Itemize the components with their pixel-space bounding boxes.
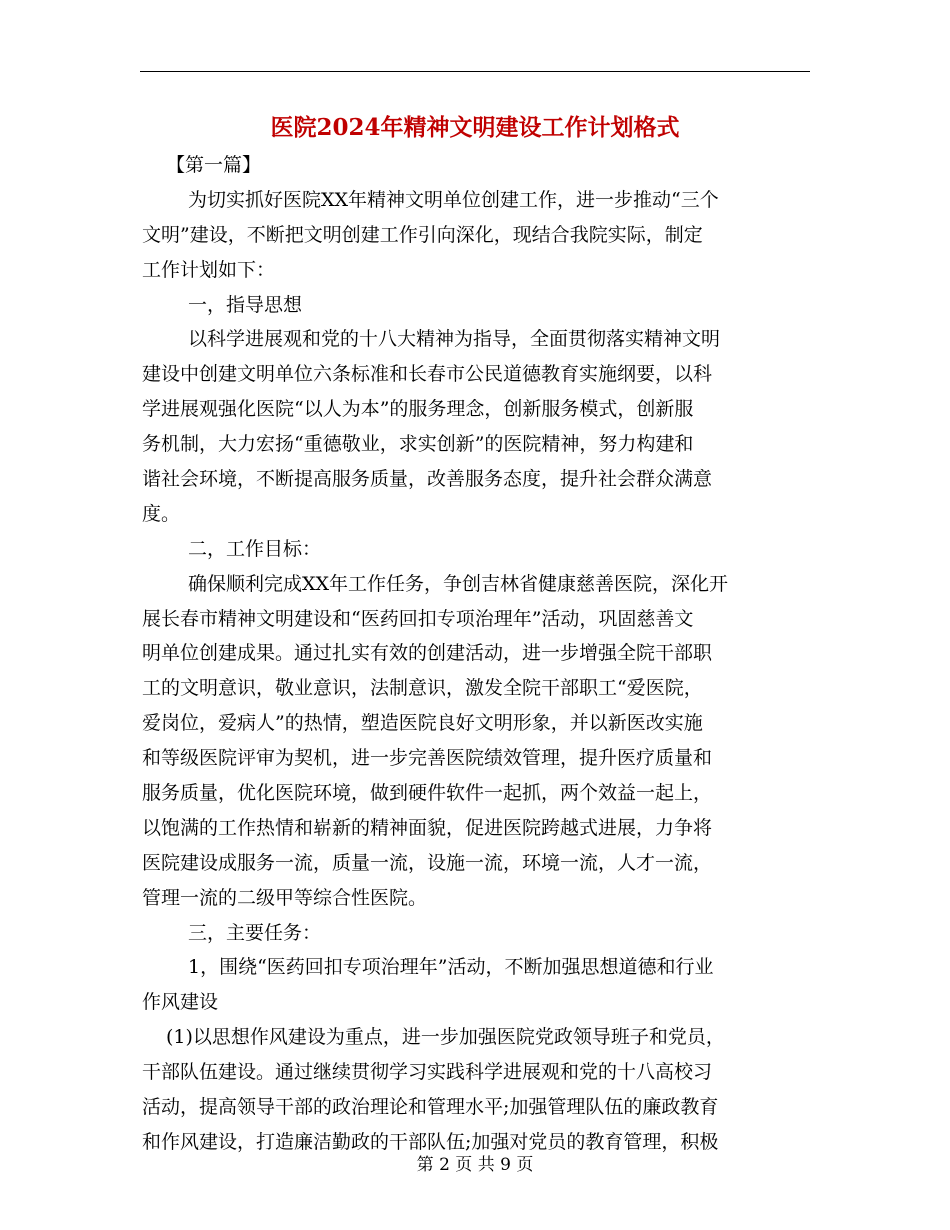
paragraph-line: 以科学进展观和党的十八大精神为指导，全面贯彻落实精神文明 <box>188 328 721 351</box>
paragraph-line: 和作风建设，打造廉洁勤政的干部队伍;加强对党员的教育管理，积极 <box>142 1130 719 1153</box>
section-heading: 一，指导思想 <box>188 293 303 316</box>
paragraph-line: 展长春市精神文明建设和“医药回扣专项治理年”活动，巩固慈善文 <box>142 607 694 630</box>
paragraph-line: 作风建设 <box>142 991 219 1014</box>
section-heading: 三，主要任务： <box>188 921 322 944</box>
section-heading: 【第一篇】 <box>166 154 262 176</box>
document-body <box>142 148 810 1160</box>
paragraph-line: 医院建设成服务一流，质量一流，设施一流，环境一流，人才一流， <box>142 851 713 874</box>
paragraph-line: 建设中创建文明单位六条标准和长春市公民道德教育实施纲要，以科 <box>142 363 713 386</box>
paragraph-line: 工的文明意识，敬业意识，法制意识，激发全院干部职工“爱医院， <box>142 677 703 700</box>
paragraph-line: 学进展观强化医院“以人为本”的服务理念，创新服务模式，创新服 <box>142 398 694 421</box>
paragraph-line: 管理一流的二级甲等综合性医院。 <box>142 886 428 909</box>
paragraph-line: 工作计划如下： <box>142 258 276 281</box>
page-number-footer: 第 2 页 共 9 页 <box>416 1155 534 1175</box>
paragraph-line: 文明”建设，不断把文明创建工作引向深化，现结合我院实际，制定 <box>142 223 703 246</box>
section-heading: 二，工作目标： <box>188 537 322 560</box>
paragraph-line: 和等级医院评审为契机，进一步完善医院绩效管理，提升医疗质量和 <box>142 747 713 770</box>
paragraph-line: 确保顺利完成XX年工作任务，争创吉林省健康慈善医院，深化开 <box>188 572 729 595</box>
paragraph-line: 活动，提高领导干部的政治理论和管理水平;加强管理队伍的廉政教育 <box>142 1096 719 1119</box>
paragraph-line: 干部队伍建设。通过继续贯彻学习实践科学进展观和党的十八高校习 <box>142 1061 713 1084</box>
paragraph-line: 1，围绕“医药回扣专项治理年”活动，不断加强思想道德和行业 <box>188 956 714 979</box>
paragraph-line: 明单位创建成果。通过扎实有效的创建活动，进一步增强全院干部职 <box>142 642 713 665</box>
header-rule <box>140 71 810 72</box>
paragraph-line: 务机制，大力宏扬“重德敬业，求实创新”的医院精神，努力构建和 <box>142 433 694 456</box>
document-title: 医院2024年精神文明建设工作计划格式 <box>270 114 680 141</box>
paragraph-line: 服务质量，优化医院环境，做到硬件软件一起抓，两个效益一起上， <box>142 782 713 805</box>
paragraph-line: 为切实抓好医院XX年精神文明单位创建工作，进一步推动“三个 <box>188 188 719 211</box>
paragraph-line: (1)以思想作风建设为重点，进一步加强医院党政领导班子和党员， <box>166 1026 725 1049</box>
paragraph-line: 度。 <box>142 502 181 525</box>
paragraph-line: 以饱满的工作热情和崭新的精神面貌，促进医院跨越式进展，力争将 <box>142 816 713 839</box>
paragraph-line: 谐社会环境，不断提高服务质量，改善服务态度，提升社会群众满意 <box>142 468 713 491</box>
paragraph-line: 爱岗位，爱病人”的热情，塑造医院良好文明形象，并以新医改实施 <box>142 712 703 735</box>
